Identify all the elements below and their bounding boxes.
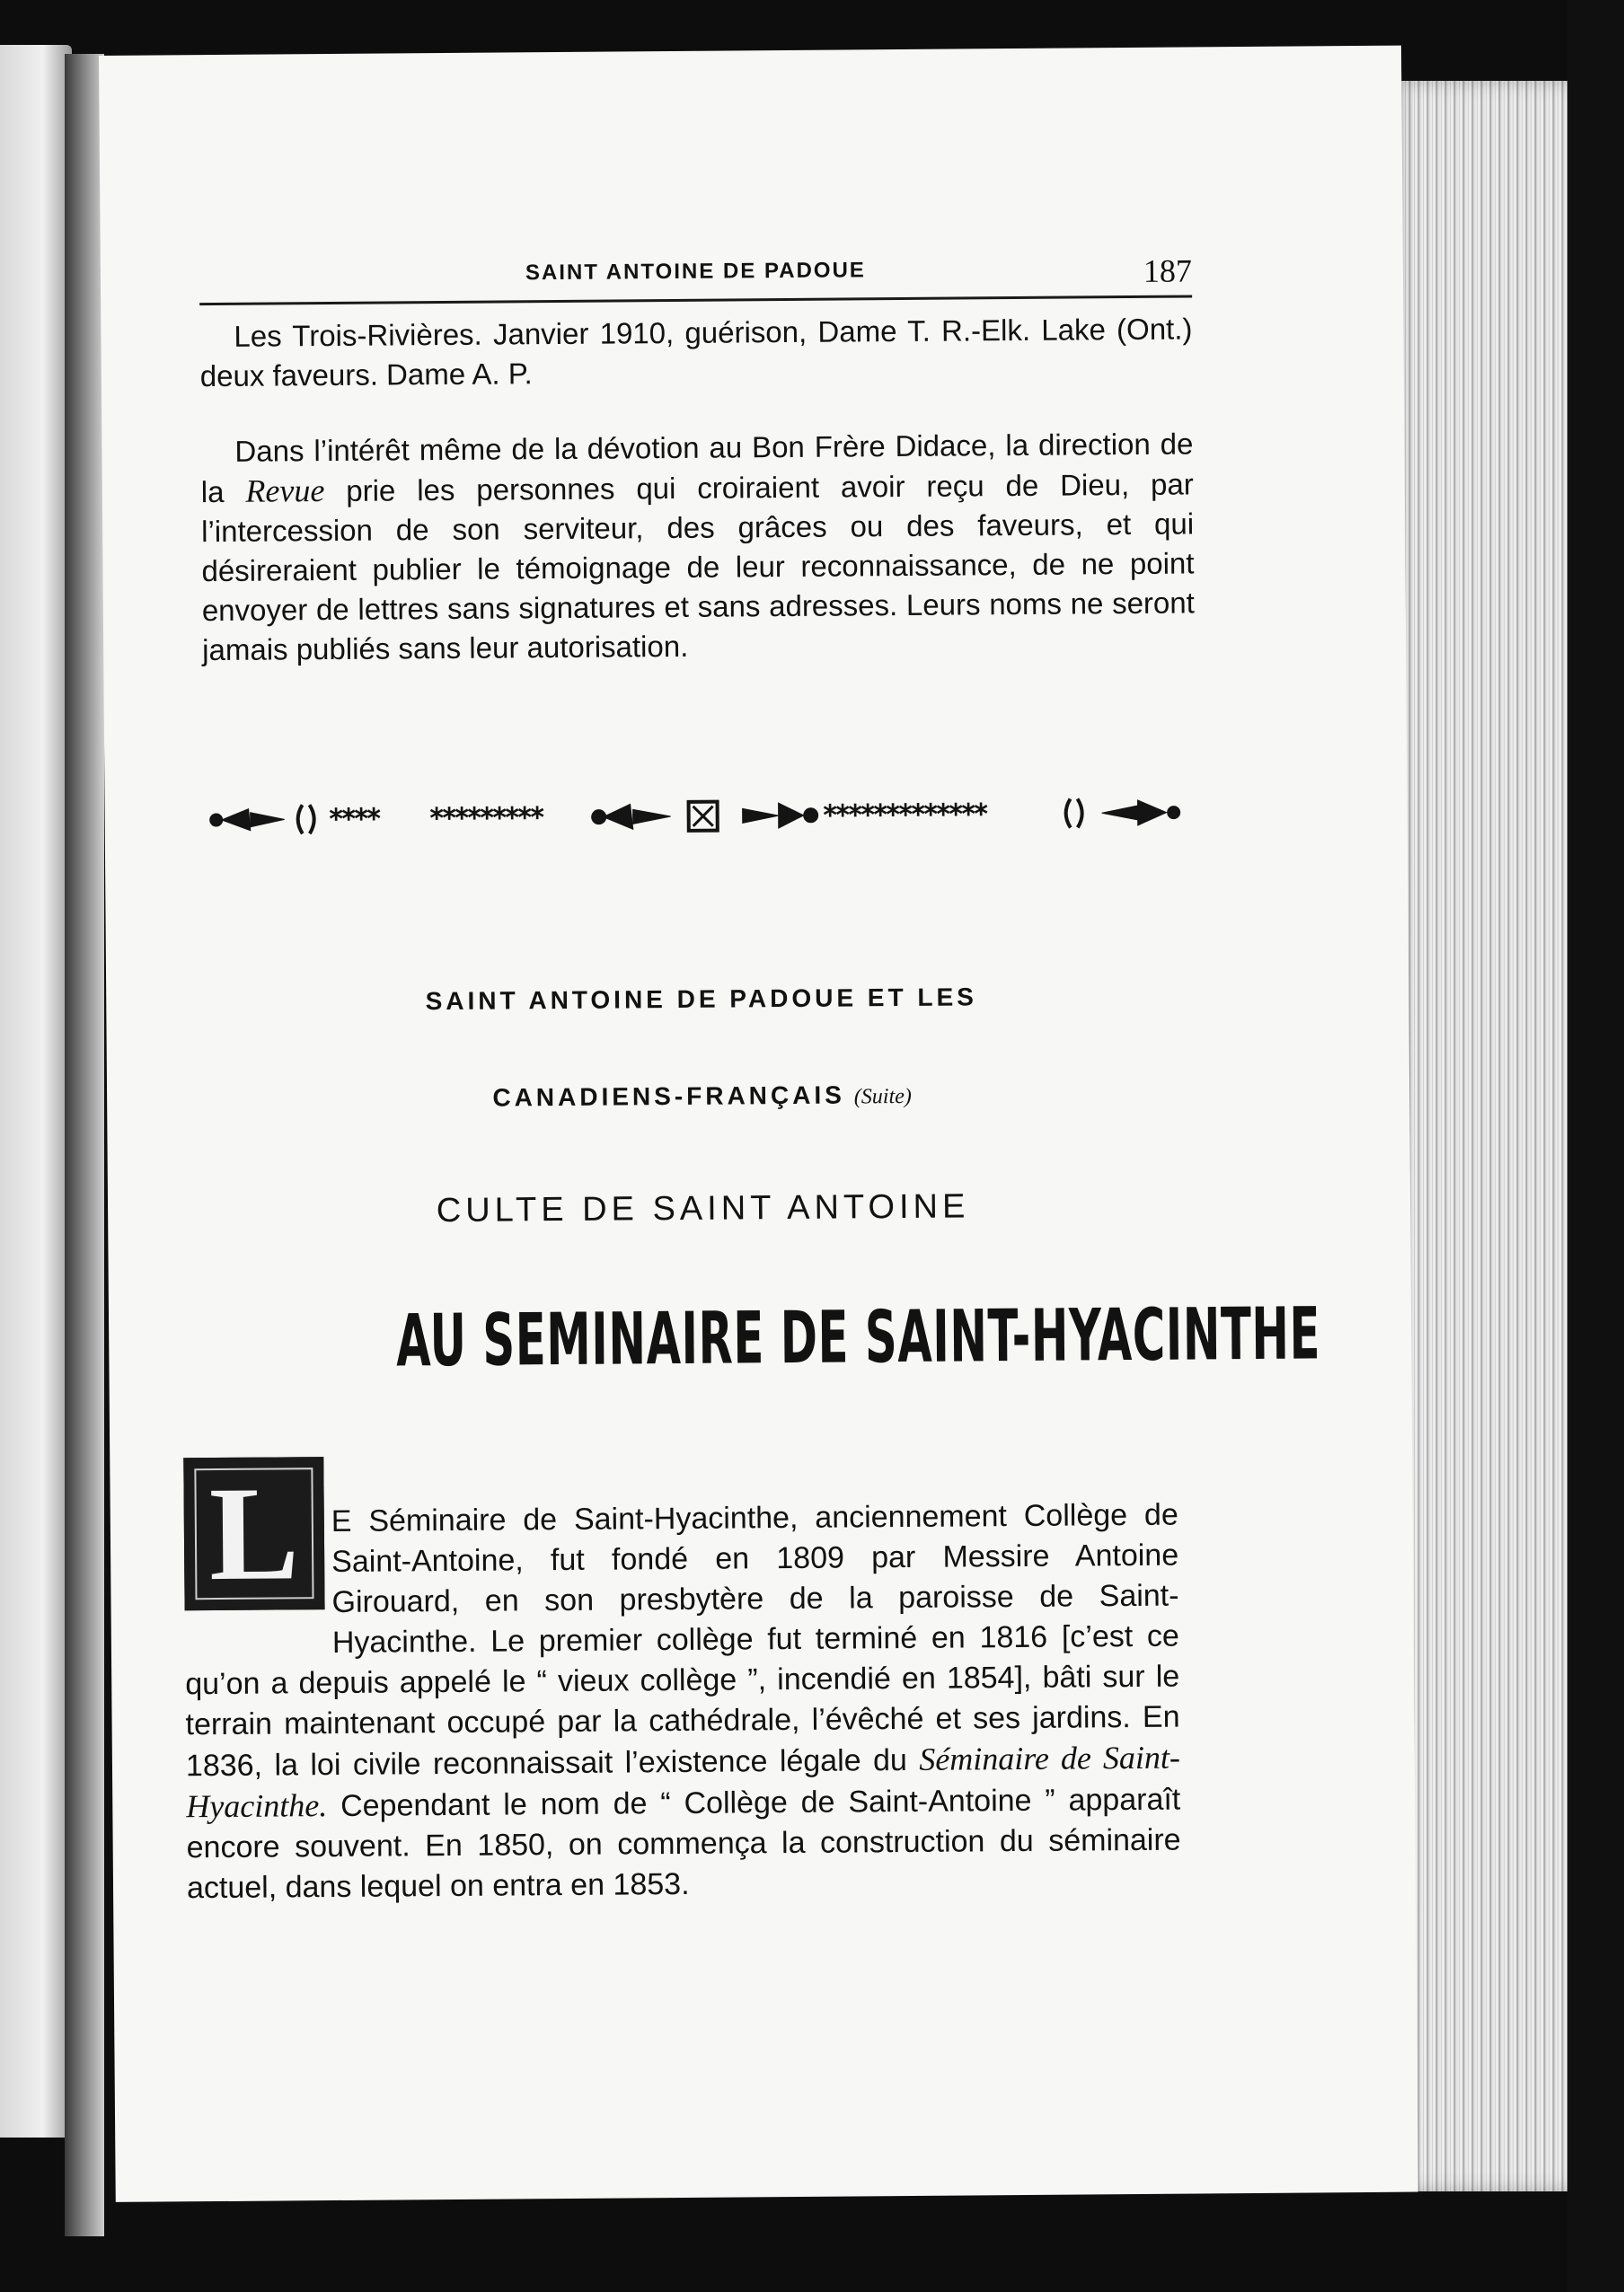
running-head: [199, 252, 1193, 305]
book-page: [99, 46, 1418, 2202]
article-title: AU SEMINAIRE DE SAINT-HYACINTHE: [395, 1291, 1321, 1383]
dropcap-letter: L: [208, 1459, 300, 1609]
facing-page-edge: [0, 45, 72, 2138]
svg-text:*********: *********: [429, 802, 543, 835]
article-body: [184, 1495, 1182, 1909]
paragraph-2: [200, 424, 1195, 670]
page-number: 187: [1143, 252, 1193, 289]
svg-text:****: ****: [329, 803, 380, 836]
revue-italic: Revue: [245, 472, 325, 509]
book-gutter: [65, 54, 104, 2236]
paragraph-2-text-a: Dans l’intérêt même de la dévotion au Bon Frère Didace, la direction de la: [200, 427, 1194, 509]
article-text-b: Cependant le nom de “ Collège de Saint-Antoine ” apparaît encore souvent. En 1850, on commença la construction du séminaire actuel, dans lequel on entra en 1853.: [186, 1782, 1181, 1906]
article-text-a: E Séminaire de Saint-Hyacinthe, anciennement Collège de Saint-Antoine, fut fondé en 1809 par Messire Antoine Girouard, en son presbytère de la paroisse de Saint-Hyacinthe. Le premier collège fut terminé en 1816 [c’est ce qu’on a depuis appelé le “ vieux collège ”, incendié en 1854], bâti sur le terrain maintenant occupé par la cathédrale, l’évêché et ses jardins. En 1836, la loi civile reconnaissait l’existence légale du: [185, 1497, 1180, 1784]
section-heading-culte: CULTE DE SAINT ANTOINE: [436, 1187, 970, 1230]
article-italic-name: Séminaire de Saint-Hyacinthe.: [186, 1739, 1181, 1825]
dropcap-space: [184, 1494, 329, 1659]
section-heading-line-1: SAINT ANTOINE DE PADOUE ET LES: [425, 983, 977, 1016]
svg-text:*************: *************: [823, 798, 987, 832]
paragraph-2-text-b: prie les personnes qui croiraient avoir reçu de Dieu, par l’intercession de son serviteur, des grâces ou des faveurs, et qui désireraient publier le témoignage de leur reconnaissance, de ne point envoyer de lettres sans signatures et sans adresses. Leurs noms ne seront jamais publiés sans leur autorisation.: [201, 467, 1195, 667]
heading-suite: (Suite): [853, 1084, 912, 1109]
fleuron-ornament: [203, 785, 1196, 847]
background-right: [1567, 0, 1624, 2292]
section-heading-line-2: [206, 1078, 1198, 1115]
running-title: SAINT ANTOINE DE PADOUE: [525, 258, 866, 286]
heading-canadiens: CANADIENS-FRANÇAIS: [492, 1080, 845, 1112]
paragraph-1: Les Trois-Rivières. Janvier 1910, guérison, Dame T. R.-Elk. Lake (Ont.) deux faveurs. Dame A. P.: [199, 312, 1193, 393]
